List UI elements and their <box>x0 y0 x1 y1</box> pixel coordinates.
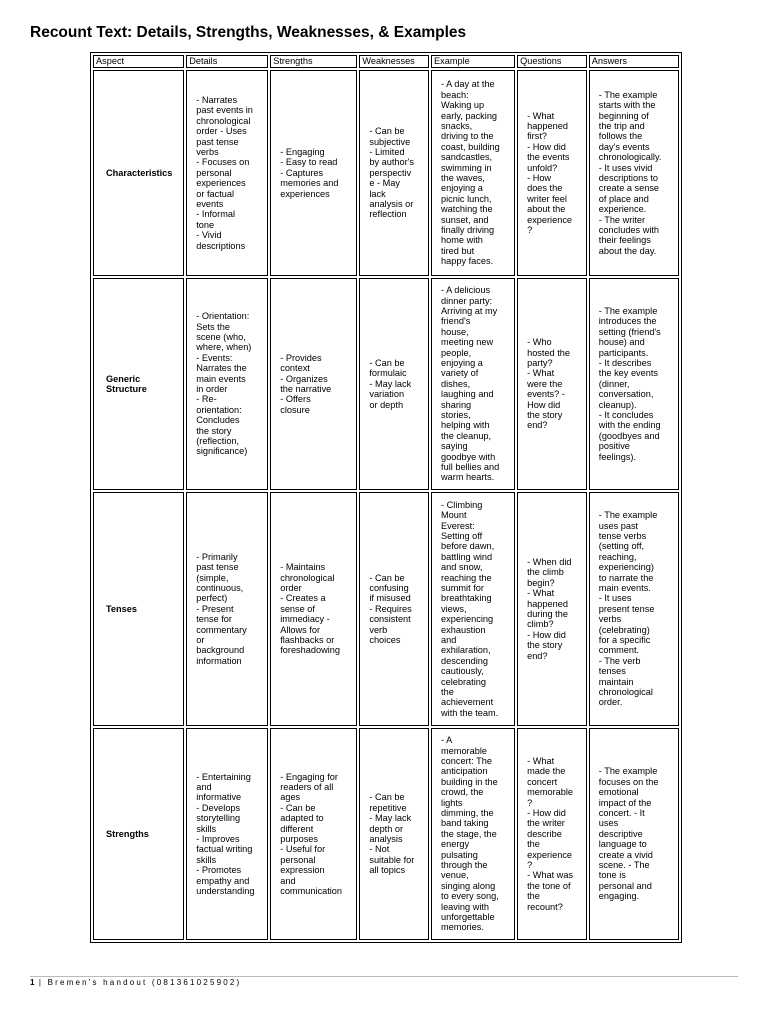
details-cell: - Entertaining and informative - Develops storytelling skills - Improves factual writing skills - Promotes empathy and understanding <box>196 771 255 897</box>
table-row-generic-structure <box>93 278 679 490</box>
questions-cell: - What happened first? - How did the events unfold? - How does the writer feel about the experience ? <box>527 110 573 236</box>
recount-table <box>90 52 682 943</box>
questions-cell: - What made the concert memorable ? - How did the writer describe the experience ? - What was the tone of the recount? <box>527 755 574 912</box>
strengths-cell: - Maintains chronological order - Creates a sense of immediacy - Allows for flashbacks or foreshadowing <box>280 562 340 656</box>
details-cell: - Orientation: Sets the scene (who, where, when) - Events: Narrates the main events in order - Re- orientation: Concludes the story (reflection, significance) <box>196 311 252 457</box>
header-questions: Questions <box>517 55 587 68</box>
aspect-cell: Characteristics <box>106 167 173 178</box>
strengths-cell: - Provides context - Organizes the narrative - Offers closure <box>280 352 332 415</box>
example-cell: - A delicious dinner party: Arriving at my friend's house, meeting new people, enjoying a variety of dishes, laughing and sharing stories, helping with the cleanup, saying goodbye with full bellies and warm hearts. <box>441 285 500 483</box>
details-cell: - Primarily past tense (simple, continuous, perfect) - Present tense for commentary or background information <box>196 551 247 666</box>
answers-cell: - The example focuses on the emotional impact of the concert. - It uses descriptive language to create a vivid scene. - The tone is personal and engaging. <box>598 766 659 902</box>
header-answers: Answers <box>589 55 679 68</box>
table-row-strengths <box>93 728 679 940</box>
header-example: Example <box>431 55 515 68</box>
aspect-cell: Strengths <box>106 828 149 839</box>
page-title: Recount Text: Details, Strengths, Weaknesses, & Examples <box>30 24 467 41</box>
answers-cell: - The example starts with the beginning of the trip and follows the day's events chronologically. - It uses vivid descriptions to create a sense of place and experience. - The writer concludes with their feelings about the day. <box>598 89 662 256</box>
table-row-characteristics <box>93 70 679 276</box>
footer-text: Bremen's handout (081361025902) <box>47 978 242 987</box>
page-number: 1 <box>30 978 35 987</box>
weaknesses-cell: - Can be formulaic - May lack variation or depth <box>369 357 412 410</box>
weaknesses-cell: - Can be confusing if misused - Requires consistent verb choices <box>369 572 412 646</box>
header-details: Details <box>186 55 268 68</box>
aspect-cell: Generic Structure <box>106 373 147 394</box>
example-cell: - Climbing Mount Everest: Setting off before dawn, battling wind and snow, reaching the summit for breathtaking views, experiencing exhaustion and exhilaration, descending cautiously, celebrating the achievement with the team. <box>441 499 499 718</box>
weaknesses-cell: - Can be subjective - Limited by author's perspectiv e - May lack analysis or reflection <box>369 126 414 220</box>
header-strengths: Strengths <box>270 55 357 68</box>
example-cell: - A day at the beach: Waking up early, packing snacks, driving to the coast, building sandcastles, swimming in the waves, enjoying a picnic lunch, watching the sunset, and finally driving home with tired but happy faces. <box>441 79 500 267</box>
header-weaknesses: Weaknesses <box>359 55 429 68</box>
questions-cell: - When did the climb begin? - What happened during the climb? - How did the story end? <box>527 556 572 661</box>
strengths-cell: - Engaging - Easy to read - Captures memories and experiences <box>280 146 339 199</box>
questions-cell: - Who hosted the party? - What were the events? - How did the story end? <box>527 337 570 431</box>
header-aspect: Aspect <box>93 55 184 68</box>
example-cell: - A memorable concert: The anticipation building in the crowd, the lights dimming, the band taking the stage, the energy pulsating through the venue, singing along to every song, leaving with unforgettable memories. <box>441 735 499 933</box>
footer-divider <box>30 976 738 977</box>
weaknesses-cell: - Can be repetitive - May lack depth or analysis - Not suitable for all topics <box>369 792 415 876</box>
strengths-cell: - Engaging for readers of all ages - Can be adapted to different purposes - Useful for personal expression and communication <box>280 771 343 897</box>
page-footer: 1 | Bremen's handout (081361025902) <box>30 978 242 987</box>
table-row-tenses <box>93 492 679 726</box>
table-header-row <box>93 55 679 68</box>
answers-cell: - The example uses past tense verbs (setting off, reaching, experiencing) to narrate the main events. - It uses present tense verbs (celebrating) for a specific comment. - The verb tenses maintain chronological order. <box>598 510 658 708</box>
details-cell: - Narrates past events in chronological order - Uses past tense verbs - Focuses on personal experiences or factual events - Informal tone - Vivid descriptions <box>196 94 253 251</box>
aspect-cell: Tenses <box>106 603 137 614</box>
answers-cell: - The example introduces the setting (friend's house) and participants. - It describes the key events (dinner, conversation, cleanup). - It concludes with the ending (goodbyes and positive feelings). <box>598 305 661 462</box>
